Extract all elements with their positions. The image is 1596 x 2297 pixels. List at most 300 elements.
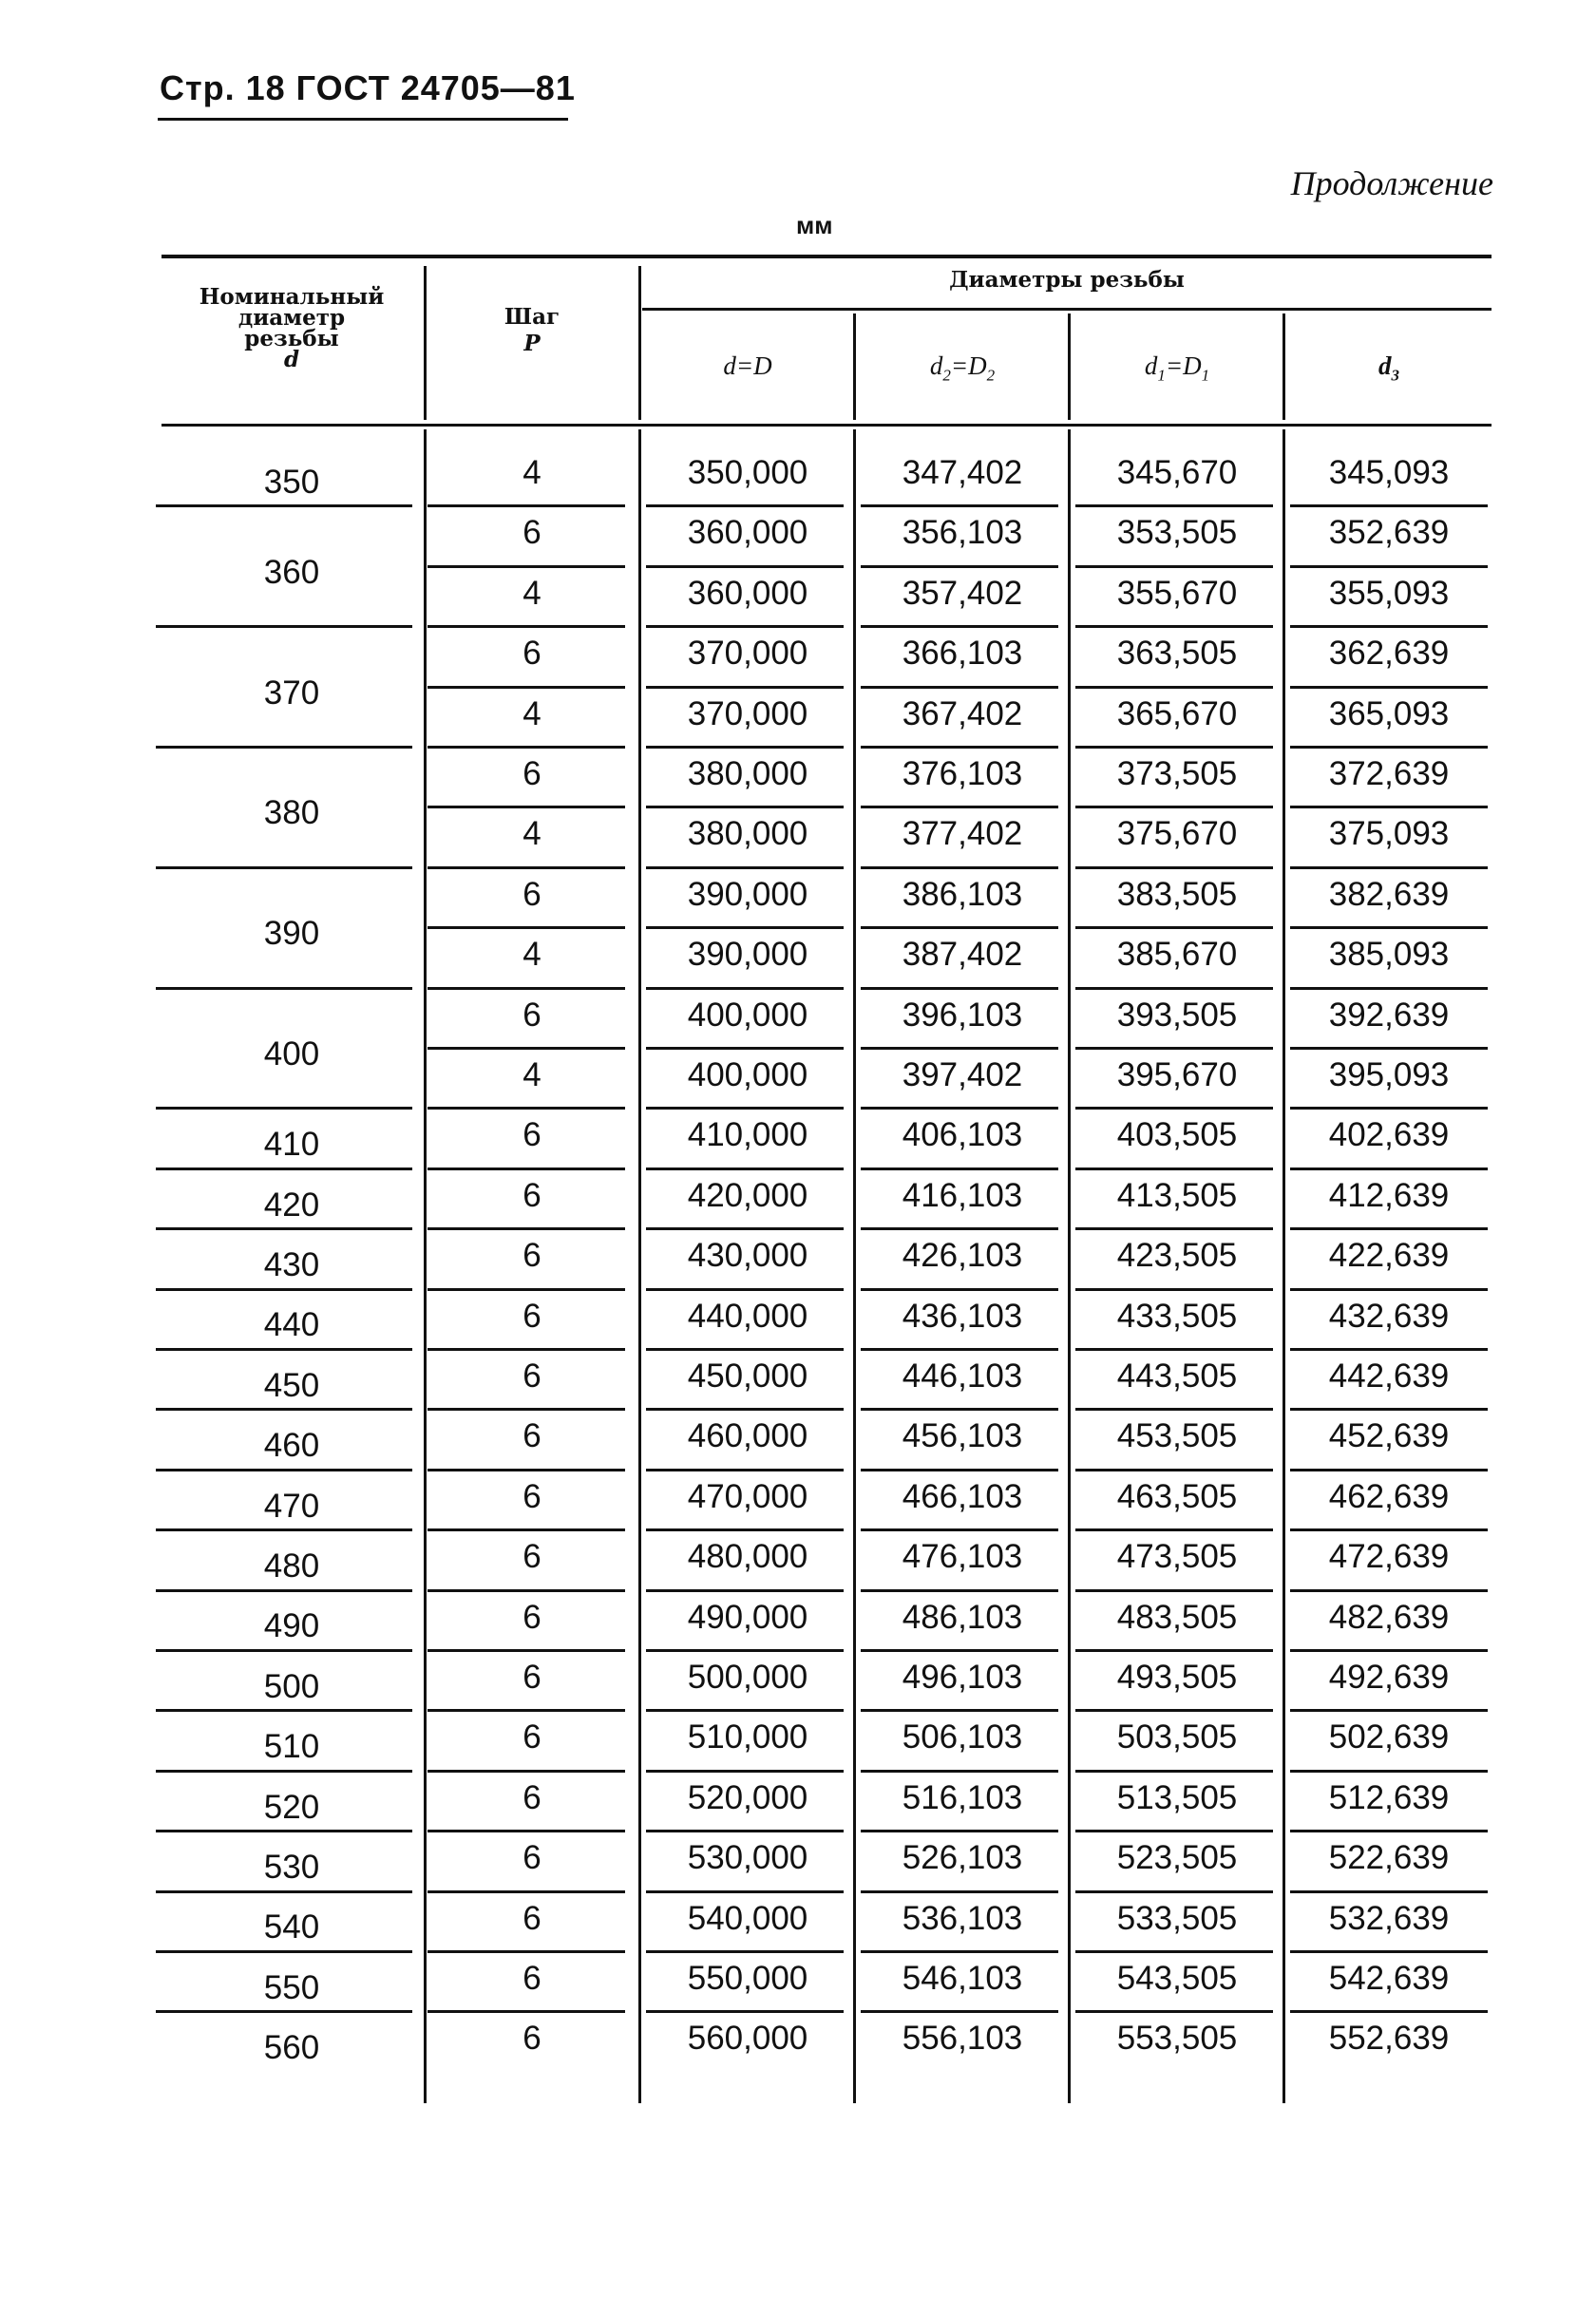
cell-rule bbox=[646, 1047, 844, 1050]
cell-rule bbox=[1075, 866, 1273, 869]
cell-rule bbox=[1290, 1890, 1488, 1893]
cell-rule bbox=[1290, 1830, 1488, 1832]
d1-cell: 373,505 bbox=[1116, 755, 1238, 792]
cell-rule bbox=[428, 1830, 625, 1832]
cell-rule bbox=[1290, 1047, 1488, 1050]
d3-cell: 482,639 bbox=[1328, 1598, 1450, 1636]
cell-rule bbox=[861, 1589, 1058, 1592]
cell-rule bbox=[646, 1227, 844, 1230]
header-divider-3 bbox=[853, 313, 856, 420]
cell-rule bbox=[1075, 1288, 1273, 1291]
cell-rule bbox=[1075, 746, 1273, 749]
d3-cell: 432,639 bbox=[1328, 1297, 1450, 1335]
units-label: мм bbox=[796, 211, 833, 239]
cell-rule bbox=[428, 1167, 625, 1170]
group-rule bbox=[156, 625, 412, 628]
cell-rule bbox=[1290, 987, 1488, 990]
nominal-diameter-cell: 460 bbox=[263, 1427, 320, 1465]
cell-rule bbox=[428, 565, 625, 568]
d1-cell: 513,505 bbox=[1116, 1778, 1238, 1816]
d3-cell: 522,639 bbox=[1328, 1839, 1450, 1877]
pitch-cell: 6 bbox=[522, 1598, 542, 1636]
pitch-cell: 6 bbox=[522, 1839, 542, 1877]
d1-cell: 443,505 bbox=[1116, 1357, 1238, 1395]
pitch-cell: 6 bbox=[522, 875, 542, 913]
d3-cell: 532,639 bbox=[1328, 1899, 1450, 1937]
cell-rule bbox=[646, 1167, 844, 1170]
pitch-cell: 6 bbox=[522, 1659, 542, 1696]
pitch-cell: 4 bbox=[522, 454, 542, 491]
cell-rule bbox=[861, 987, 1058, 990]
d2-cell: 426,103 bbox=[902, 1237, 1023, 1275]
cell-rule bbox=[1290, 806, 1488, 808]
cell-rule bbox=[1075, 625, 1273, 628]
d1-cell: 353,505 bbox=[1116, 514, 1238, 552]
cell-rule bbox=[428, 1589, 625, 1592]
d3-cell: 402,639 bbox=[1328, 1116, 1450, 1154]
d-cell: 440,000 bbox=[687, 1297, 808, 1335]
pitch-cell: 4 bbox=[522, 574, 542, 612]
header-thread-diameters: Диаметры резьбы bbox=[949, 267, 1185, 293]
cell-rule bbox=[646, 866, 844, 869]
cell-rule bbox=[1075, 1890, 1273, 1893]
cell-rule bbox=[861, 504, 1058, 507]
cell-rule bbox=[1290, 1649, 1488, 1652]
cell-rule bbox=[861, 1469, 1058, 1471]
d2-cell: 466,103 bbox=[902, 1477, 1023, 1515]
d1-cell: 503,505 bbox=[1116, 1718, 1238, 1756]
d1-cell: 363,505 bbox=[1116, 635, 1238, 673]
nominal-diameter-cell: 350 bbox=[263, 463, 320, 501]
header-col-d1: $d_1=D_1$ bbox=[1144, 351, 1210, 385]
d3-cell: 512,639 bbox=[1328, 1778, 1450, 1816]
header-nominal-diameter: Номинальный диаметр резьбы d bbox=[199, 284, 385, 372]
nominal-diameter-cell: 410 bbox=[263, 1126, 320, 1164]
cell-rule bbox=[861, 686, 1058, 689]
cell-rule bbox=[861, 1288, 1058, 1291]
cell-rule bbox=[646, 926, 844, 929]
group-rule bbox=[156, 1528, 412, 1531]
cell-rule bbox=[428, 987, 625, 990]
d2-cell: 486,103 bbox=[902, 1598, 1023, 1636]
cell-rule bbox=[1290, 1528, 1488, 1531]
group-rule bbox=[156, 1288, 412, 1291]
cell-rule bbox=[646, 1589, 844, 1592]
pitch-cell: 6 bbox=[522, 635, 542, 673]
cell-rule bbox=[861, 866, 1058, 869]
d1-cell: 523,505 bbox=[1116, 1839, 1238, 1877]
group-rule bbox=[156, 1830, 412, 1832]
cell-rule bbox=[428, 625, 625, 628]
pitch-cell: 6 bbox=[522, 1176, 542, 1214]
d2-cell: 526,103 bbox=[902, 1839, 1023, 1877]
cell-rule bbox=[428, 1107, 625, 1110]
group-rule bbox=[156, 1107, 412, 1110]
cell-rule bbox=[428, 686, 625, 689]
pitch-cell: 4 bbox=[522, 1056, 542, 1093]
nominal-diameter-cell: 370 bbox=[263, 674, 320, 712]
cell-rule bbox=[861, 1770, 1058, 1773]
cell-rule bbox=[646, 565, 844, 568]
pitch-cell: 4 bbox=[522, 936, 542, 974]
body-divider-4 bbox=[1068, 429, 1071, 2103]
d1-cell: 383,505 bbox=[1116, 875, 1238, 913]
nominal-diameter-cell: 480 bbox=[263, 1547, 320, 1585]
d-cell: 560,000 bbox=[687, 2020, 808, 2058]
cell-rule bbox=[861, 1528, 1058, 1531]
d1-cell: 533,505 bbox=[1116, 1899, 1238, 1937]
d2-cell: 367,402 bbox=[902, 694, 1023, 732]
d-cell: 470,000 bbox=[687, 1477, 808, 1515]
cell-rule bbox=[1290, 1107, 1488, 1110]
nominal-diameter-cell: 440 bbox=[263, 1306, 320, 1344]
body-divider-5 bbox=[1282, 429, 1285, 2103]
header-divider-2 bbox=[638, 266, 641, 420]
group-rule bbox=[156, 866, 412, 869]
cell-rule bbox=[646, 1950, 844, 1953]
d1-cell: 345,670 bbox=[1116, 454, 1238, 491]
cell-rule bbox=[861, 926, 1058, 929]
cell-rule bbox=[1290, 926, 1488, 929]
group-rule bbox=[156, 1408, 412, 1411]
d-cell: 490,000 bbox=[687, 1598, 808, 1636]
cell-rule bbox=[646, 1649, 844, 1652]
d3-cell: 462,639 bbox=[1328, 1477, 1450, 1515]
d-cell: 350,000 bbox=[687, 454, 808, 491]
nominal-diameter-cell: 360 bbox=[263, 553, 320, 591]
pitch-cell: 6 bbox=[522, 1899, 542, 1937]
cell-rule bbox=[428, 866, 625, 869]
body-divider-1 bbox=[424, 429, 427, 2103]
pitch-cell: 6 bbox=[522, 1778, 542, 1816]
pitch-cell: 6 bbox=[522, 2020, 542, 2058]
d3-cell: 502,639 bbox=[1328, 1718, 1450, 1756]
pitch-cell: 6 bbox=[522, 996, 542, 1034]
d1-cell: 543,505 bbox=[1116, 1960, 1238, 1997]
d-cell: 510,000 bbox=[687, 1718, 808, 1756]
d-cell: 410,000 bbox=[687, 1116, 808, 1154]
cell-rule bbox=[428, 1047, 625, 1050]
cell-rule bbox=[646, 806, 844, 808]
table-top-rule bbox=[162, 255, 1492, 258]
d2-cell: 396,103 bbox=[902, 996, 1023, 1034]
cell-rule bbox=[1075, 1227, 1273, 1230]
d2-cell: 356,103 bbox=[902, 514, 1023, 552]
header-rule bbox=[158, 118, 568, 121]
d-cell: 400,000 bbox=[687, 996, 808, 1034]
pitch-cell: 6 bbox=[522, 1417, 542, 1455]
d1-cell: 375,670 bbox=[1116, 815, 1238, 853]
d2-cell: 506,103 bbox=[902, 1718, 1023, 1756]
body-divider-3 bbox=[853, 429, 856, 2103]
cell-rule bbox=[1075, 1709, 1273, 1712]
header-col-d2: $d_2=D_2$ bbox=[929, 351, 996, 385]
cell-rule bbox=[1075, 1469, 1273, 1471]
cell-rule bbox=[1290, 1167, 1488, 1170]
cell-rule bbox=[428, 2010, 625, 2013]
cell-rule bbox=[646, 1890, 844, 1893]
d2-cell: 496,103 bbox=[902, 1659, 1023, 1696]
d3-cell: 395,093 bbox=[1328, 1056, 1450, 1093]
d2-cell: 556,103 bbox=[902, 2020, 1023, 2058]
cell-rule bbox=[861, 1830, 1058, 1832]
d3-cell: 352,639 bbox=[1328, 514, 1450, 552]
cell-rule bbox=[1075, 1167, 1273, 1170]
nominal-diameter-cell: 470 bbox=[263, 1487, 320, 1525]
group-rule bbox=[156, 1167, 412, 1170]
cell-rule bbox=[1075, 1950, 1273, 1953]
header-col-d3: $d_3$ bbox=[1378, 351, 1399, 385]
cell-rule bbox=[428, 1227, 625, 1230]
header-divider-1 bbox=[424, 266, 427, 420]
pitch-cell: 6 bbox=[522, 755, 542, 792]
group-rule bbox=[156, 1227, 412, 1230]
d3-cell: 382,639 bbox=[1328, 875, 1450, 913]
group-rule bbox=[156, 746, 412, 749]
cell-rule bbox=[646, 504, 844, 507]
cell-rule bbox=[646, 1288, 844, 1291]
cell-rule bbox=[646, 686, 844, 689]
d2-cell: 366,103 bbox=[902, 635, 1023, 673]
body-divider-2 bbox=[638, 429, 641, 2103]
d1-cell: 423,505 bbox=[1116, 1237, 1238, 1275]
cell-rule bbox=[861, 1348, 1058, 1351]
d2-cell: 446,103 bbox=[902, 1357, 1023, 1395]
cell-rule bbox=[646, 1348, 844, 1351]
cell-rule bbox=[861, 1649, 1058, 1652]
cell-rule bbox=[1290, 2010, 1488, 2013]
d2-cell: 387,402 bbox=[902, 936, 1023, 974]
nominal-diameter-cell: 420 bbox=[263, 1186, 320, 1224]
pitch-cell: 6 bbox=[522, 1357, 542, 1395]
cell-rule bbox=[646, 1770, 844, 1773]
nominal-diameter-cell: 430 bbox=[263, 1245, 320, 1283]
d-cell: 540,000 bbox=[687, 1899, 808, 1937]
d2-cell: 347,402 bbox=[902, 454, 1023, 491]
group-rule bbox=[156, 1649, 412, 1652]
cell-rule bbox=[1290, 1589, 1488, 1592]
cell-rule bbox=[1075, 1348, 1273, 1351]
group-rule bbox=[156, 1589, 412, 1592]
page-header: Стр. 18 ГОСТ 24705—81 bbox=[160, 68, 576, 107]
cell-rule bbox=[428, 806, 625, 808]
cell-rule bbox=[861, 1709, 1058, 1712]
d3-cell: 392,639 bbox=[1328, 996, 1450, 1034]
d-cell: 390,000 bbox=[687, 936, 808, 974]
d2-cell: 406,103 bbox=[902, 1116, 1023, 1154]
cell-rule bbox=[1290, 1288, 1488, 1291]
diameters-group-rule bbox=[642, 308, 1492, 311]
group-rule bbox=[156, 1770, 412, 1773]
cell-rule bbox=[1290, 1950, 1488, 1953]
d1-cell: 453,505 bbox=[1116, 1417, 1238, 1455]
cell-rule bbox=[428, 926, 625, 929]
d2-cell: 456,103 bbox=[902, 1417, 1023, 1455]
pitch-cell: 6 bbox=[522, 514, 542, 552]
d1-cell: 413,505 bbox=[1116, 1176, 1238, 1214]
d3-cell: 375,093 bbox=[1328, 815, 1450, 853]
cell-rule bbox=[428, 1649, 625, 1652]
d1-cell: 355,670 bbox=[1116, 574, 1238, 612]
d-cell: 460,000 bbox=[687, 1417, 808, 1455]
cell-rule bbox=[428, 746, 625, 749]
nominal-diameter-cell: 450 bbox=[263, 1366, 320, 1404]
header-divider-4 bbox=[1068, 313, 1071, 420]
d3-cell: 362,639 bbox=[1328, 635, 1450, 673]
cell-rule bbox=[428, 1348, 625, 1351]
d-cell: 370,000 bbox=[687, 635, 808, 673]
cell-rule bbox=[428, 504, 625, 507]
d3-cell: 365,093 bbox=[1328, 694, 1450, 732]
nominal-diameter-cell: 540 bbox=[263, 1908, 320, 1946]
nominal-diameter-cell: 560 bbox=[263, 2029, 320, 2067]
pitch-cell: 6 bbox=[522, 1477, 542, 1515]
group-rule bbox=[156, 1950, 412, 1953]
cell-rule bbox=[428, 1528, 625, 1531]
group-rule bbox=[156, 1348, 412, 1351]
d2-cell: 516,103 bbox=[902, 1778, 1023, 1816]
cell-rule bbox=[1075, 1830, 1273, 1832]
header-pitch: Шаг P bbox=[504, 304, 560, 356]
d3-cell: 345,093 bbox=[1328, 454, 1450, 491]
nominal-diameter-cell: 490 bbox=[263, 1607, 320, 1645]
d-cell: 380,000 bbox=[687, 815, 808, 853]
continuation-label: Продолжение bbox=[1290, 164, 1493, 202]
d-cell: 430,000 bbox=[687, 1237, 808, 1275]
cell-rule bbox=[1290, 686, 1488, 689]
d2-cell: 436,103 bbox=[902, 1297, 1023, 1335]
cell-rule bbox=[1075, 806, 1273, 808]
nominal-diameter-cell: 550 bbox=[263, 1968, 320, 2006]
cell-rule bbox=[646, 1408, 844, 1411]
cell-rule bbox=[861, 1107, 1058, 1110]
group-rule bbox=[156, 987, 412, 990]
cell-rule bbox=[1290, 1770, 1488, 1773]
cell-rule bbox=[1075, 926, 1273, 929]
d3-cell: 372,639 bbox=[1328, 755, 1450, 792]
pitch-cell: 6 bbox=[522, 1538, 542, 1576]
pitch-cell: 6 bbox=[522, 1718, 542, 1756]
cell-rule bbox=[1075, 686, 1273, 689]
cell-rule bbox=[1075, 1107, 1273, 1110]
group-rule bbox=[156, 504, 412, 507]
cell-rule bbox=[1290, 1408, 1488, 1411]
cell-rule bbox=[646, 1709, 844, 1712]
cell-rule bbox=[1075, 1589, 1273, 1592]
d-cell: 520,000 bbox=[687, 1778, 808, 1816]
d2-cell: 416,103 bbox=[902, 1176, 1023, 1214]
cell-rule bbox=[861, 1950, 1058, 1953]
cell-rule bbox=[1290, 504, 1488, 507]
cell-rule bbox=[646, 1528, 844, 1531]
cell-rule bbox=[861, 1408, 1058, 1411]
d3-cell: 542,639 bbox=[1328, 1960, 1450, 1997]
cell-rule bbox=[1290, 746, 1488, 749]
cell-rule bbox=[428, 1408, 625, 1411]
cell-rule bbox=[1075, 565, 1273, 568]
d3-cell: 355,093 bbox=[1328, 574, 1450, 612]
cell-rule bbox=[646, 1469, 844, 1471]
d2-cell: 377,402 bbox=[902, 815, 1023, 853]
cell-rule bbox=[646, 2010, 844, 2013]
header-col-d: d=D bbox=[723, 351, 772, 380]
cell-rule bbox=[646, 1107, 844, 1110]
cell-rule bbox=[1290, 625, 1488, 628]
pitch-cell: 6 bbox=[522, 1297, 542, 1335]
d2-cell: 397,402 bbox=[902, 1056, 1023, 1093]
d-cell: 400,000 bbox=[687, 1056, 808, 1093]
header-divider-5 bbox=[1282, 313, 1285, 420]
cell-rule bbox=[1075, 1408, 1273, 1411]
cell-rule bbox=[428, 1770, 625, 1773]
d2-cell: 376,103 bbox=[902, 755, 1023, 792]
pitch-cell: 4 bbox=[522, 815, 542, 853]
d3-cell: 442,639 bbox=[1328, 1357, 1450, 1395]
cell-rule bbox=[1290, 1227, 1488, 1230]
cell-rule bbox=[861, 1227, 1058, 1230]
pitch-cell: 4 bbox=[522, 694, 542, 732]
cell-rule bbox=[428, 1890, 625, 1893]
d1-cell: 553,505 bbox=[1116, 2020, 1238, 2058]
cell-rule bbox=[861, 1167, 1058, 1170]
pitch-cell: 6 bbox=[522, 1237, 542, 1275]
d1-cell: 473,505 bbox=[1116, 1538, 1238, 1576]
cell-rule bbox=[646, 1830, 844, 1832]
nominal-diameter-cell: 510 bbox=[263, 1728, 320, 1766]
d1-cell: 403,505 bbox=[1116, 1116, 1238, 1154]
nominal-diameter-cell: 500 bbox=[263, 1667, 320, 1705]
d1-cell: 393,505 bbox=[1116, 996, 1238, 1034]
cell-rule bbox=[1290, 565, 1488, 568]
d-cell: 360,000 bbox=[687, 574, 808, 612]
d3-cell: 472,639 bbox=[1328, 1538, 1450, 1576]
d1-cell: 483,505 bbox=[1116, 1598, 1238, 1636]
d-cell: 530,000 bbox=[687, 1839, 808, 1877]
pitch-cell: 6 bbox=[522, 1116, 542, 1154]
pitch-cell: 6 bbox=[522, 1960, 542, 1997]
d1-cell: 493,505 bbox=[1116, 1659, 1238, 1696]
d2-cell: 357,402 bbox=[902, 574, 1023, 612]
cell-rule bbox=[861, 806, 1058, 808]
d1-cell: 433,505 bbox=[1116, 1297, 1238, 1335]
cell-rule bbox=[1075, 2010, 1273, 2013]
cell-rule bbox=[428, 1709, 625, 1712]
cell-rule bbox=[861, 746, 1058, 749]
d3-cell: 492,639 bbox=[1328, 1659, 1450, 1696]
cell-rule bbox=[646, 746, 844, 749]
cell-rule bbox=[1075, 987, 1273, 990]
d-cell: 390,000 bbox=[687, 875, 808, 913]
cell-rule bbox=[1290, 1469, 1488, 1471]
d3-cell: 422,639 bbox=[1328, 1237, 1450, 1275]
nominal-diameter-cell: 390 bbox=[263, 915, 320, 953]
group-rule bbox=[156, 1709, 412, 1712]
cell-rule bbox=[1075, 1649, 1273, 1652]
d1-cell: 385,670 bbox=[1116, 936, 1238, 974]
cell-rule bbox=[1075, 1528, 1273, 1531]
cell-rule bbox=[646, 987, 844, 990]
d-cell: 360,000 bbox=[687, 514, 808, 552]
cell-rule bbox=[1290, 1348, 1488, 1351]
cell-rule bbox=[428, 1469, 625, 1471]
d-cell: 370,000 bbox=[687, 694, 808, 732]
cell-rule bbox=[1290, 866, 1488, 869]
cell-rule bbox=[1075, 1047, 1273, 1050]
cell-rule bbox=[428, 1288, 625, 1291]
cell-rule bbox=[1075, 1770, 1273, 1773]
d3-cell: 552,639 bbox=[1328, 2020, 1450, 2058]
cell-rule bbox=[861, 2010, 1058, 2013]
